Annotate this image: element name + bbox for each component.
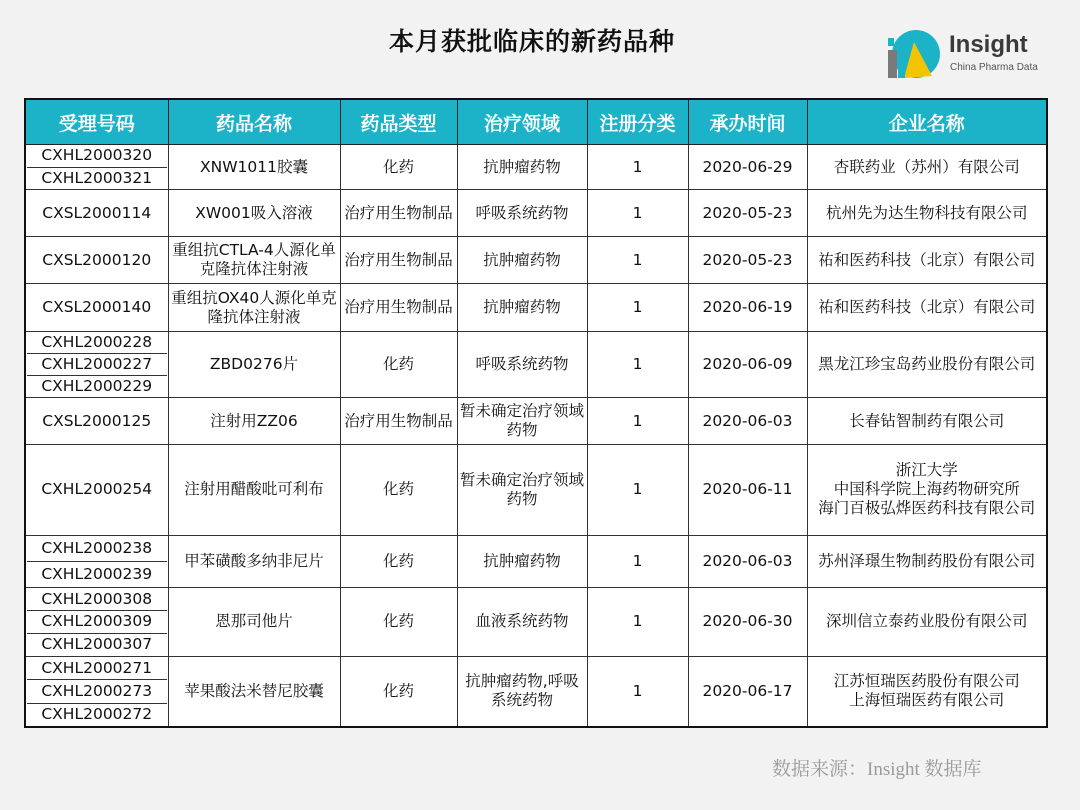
drug-name-cell: 苹果酸法米替尼胶囊	[168, 656, 340, 727]
drug-name-cell: 注射用ZZ06	[168, 398, 340, 444]
acceptance-no-cell	[25, 588, 168, 657]
acceptance-no: CXHL2000309	[27, 610, 167, 633]
drug-type-cell: 化药	[340, 535, 457, 587]
drug-type-cell: 化药	[340, 656, 457, 727]
acceptance-no: CXHL2000320	[41, 146, 153, 165]
acceptance-no: CXHL2000228	[41, 332, 153, 351]
acceptance-no: CXHL2000272	[27, 703, 167, 726]
data-source-note: 数据来源：Insight 数据库	[772, 759, 982, 780]
column-header-drug-name: 药品名称	[168, 99, 340, 145]
company-name: 杏联药业（苏州）有限公司	[833, 157, 1020, 176]
drug-name-cell: 甲苯磺酸多纳非尼片	[168, 535, 340, 587]
acceptance-no-cell	[25, 284, 168, 331]
acceptance-no-cell	[25, 535, 168, 587]
therapeutic-area-cell: 暂未确定治疗领域药物	[457, 444, 587, 535]
acceptance-no-cell	[25, 444, 168, 535]
drug-approval-table	[24, 98, 1048, 728]
drug-type-cell: 治疗用生物制品	[340, 236, 457, 283]
acceptance-no: CXHL2000271	[41, 658, 153, 677]
registration-class-cell: 1	[587, 284, 688, 331]
acceptance-no: CXHL2000254	[41, 480, 153, 499]
company-name: 长春钻智制药有限公司	[849, 411, 1005, 430]
acceptance-no: CXHL2000238	[41, 538, 153, 557]
handling-date-cell: 2020-06-03	[688, 398, 807, 444]
acceptance-no-cell	[25, 398, 168, 444]
drug-name-cell: XW001吸入溶液	[168, 190, 340, 236]
table-row	[25, 588, 1047, 657]
table-row	[25, 656, 1047, 727]
handling-date-cell: 2020-06-11	[688, 444, 807, 535]
company-name: 江苏恒瑞医药股份有限公司	[833, 672, 1020, 691]
table-row	[25, 331, 1047, 398]
table-row	[25, 398, 1047, 444]
company-name: 浙江大学	[895, 461, 958, 480]
therapeutic-area-cell: 抗肿瘤药物	[457, 535, 587, 587]
column-header-handling-date: 承办时间	[688, 99, 807, 145]
company-cell	[807, 535, 1047, 587]
company-name: 苏州泽璟生物制药股份有限公司	[818, 551, 1036, 570]
company-name: 上海恒瑞医药有限公司	[849, 691, 1005, 710]
table-row	[25, 190, 1047, 236]
therapeutic-area-cell: 暂未确定治疗领域药物	[457, 398, 587, 444]
therapeutic-area-cell: 抗肿瘤药物	[457, 284, 587, 331]
drug-type-cell: 化药	[340, 331, 457, 398]
column-header-drug-type: 药品类型	[340, 99, 457, 145]
table-row	[25, 444, 1047, 535]
company-cell	[807, 145, 1047, 190]
handling-date-cell: 2020-06-09	[688, 331, 807, 398]
table-header-row	[25, 99, 1047, 145]
logo-name: Insight	[949, 31, 1028, 58]
therapeutic-area-cell: 血液系统药物	[457, 588, 587, 657]
acceptance-no: CXHL2000308	[41, 589, 153, 608]
acceptance-no: CXHL2000229	[27, 375, 167, 397]
page-title: 本月获批临床的新药品种	[388, 27, 675, 56]
handling-date-cell: 2020-05-23	[688, 236, 807, 283]
acceptance-no: CXSL2000120	[42, 250, 152, 269]
column-header-acceptance-no: 受理号码	[25, 99, 168, 145]
acceptance-no-cell	[25, 190, 168, 236]
therapeutic-area-cell: 呼吸系统药物	[457, 331, 587, 398]
registration-class-cell: 1	[587, 190, 688, 236]
handling-date-cell: 2020-06-29	[688, 145, 807, 190]
insight-logo	[882, 24, 1052, 84]
acceptance-no: CXHL2000227	[27, 353, 167, 375]
registration-class-cell: 1	[587, 444, 688, 535]
drug-type-cell: 化药	[340, 588, 457, 657]
company-cell	[807, 588, 1047, 657]
drug-type-cell: 治疗用生物制品	[340, 284, 457, 331]
drug-type-cell: 化药	[340, 145, 457, 190]
registration-class-cell: 1	[587, 331, 688, 398]
company-cell	[807, 236, 1047, 283]
company-cell	[807, 656, 1047, 727]
acceptance-no: CXSL2000140	[42, 298, 152, 317]
therapeutic-area-cell: 抗肿瘤药物	[457, 145, 587, 190]
company-cell	[807, 444, 1047, 535]
table-row	[25, 535, 1047, 587]
acceptance-no-cell	[25, 331, 168, 398]
company-name: 海门百极弘烨医药科技有限公司	[818, 499, 1036, 518]
logo-subtitle: China Pharma Data	[950, 62, 1038, 73]
drug-name-cell: XNW1011胶囊	[168, 145, 340, 190]
acceptance-no-cell	[25, 656, 168, 727]
registration-class-cell: 1	[587, 145, 688, 190]
company-cell	[807, 284, 1047, 331]
column-header-company: 企业名称	[807, 99, 1047, 145]
therapeutic-area-cell: 抗肿瘤药物,呼吸系统药物	[457, 656, 587, 727]
table-row	[25, 145, 1047, 190]
company-name: 深圳信立泰药业股份有限公司	[825, 612, 1028, 631]
drug-name-cell: 恩那司他片	[168, 588, 340, 657]
company-cell	[807, 190, 1047, 236]
acceptance-no: CXSL2000125	[42, 411, 152, 430]
handling-date-cell: 2020-06-30	[688, 588, 807, 657]
company-name: 祐和医药科技（北京）有限公司	[818, 298, 1036, 317]
handling-date-cell: 2020-05-23	[688, 190, 807, 236]
drug-name-cell: 重组抗OX40人源化单克隆抗体注射液	[168, 284, 340, 331]
drug-type-cell: 治疗用生物制品	[340, 190, 457, 236]
drug-name-cell: 注射用醋酸吡可利布	[168, 444, 340, 535]
company-name: 杭州先为达生物科技有限公司	[825, 203, 1028, 222]
table-row	[25, 284, 1047, 331]
handling-date-cell: 2020-06-17	[688, 656, 807, 727]
registration-class-cell: 1	[587, 588, 688, 657]
registration-class-cell: 1	[587, 398, 688, 444]
drug-type-cell: 化药	[340, 444, 457, 535]
column-header-registration-class: 注册分类	[587, 99, 688, 145]
table-row	[25, 236, 1047, 283]
acceptance-no: CXHL2000321	[27, 167, 167, 190]
company-cell	[807, 398, 1047, 444]
acceptance-no: CXHL2000239	[27, 561, 167, 587]
acceptance-no: CXHL2000273	[27, 679, 167, 702]
insight-logo-mark-icon	[882, 24, 944, 84]
acceptance-no: CXHL2000307	[27, 633, 167, 656]
therapeutic-area-cell: 抗肿瘤药物	[457, 236, 587, 283]
acceptance-no: CXSL2000114	[42, 203, 152, 222]
company-cell	[807, 331, 1047, 398]
drug-name-cell: ZBD0276片	[168, 331, 340, 398]
therapeutic-area-cell: 呼吸系统药物	[457, 190, 587, 236]
acceptance-no-cell	[25, 145, 168, 190]
drug-name-cell: 重组抗CTLA-4人源化单克隆抗体注射液	[168, 236, 340, 283]
company-name: 祐和医药科技（北京）有限公司	[818, 250, 1036, 269]
acceptance-no-cell	[25, 236, 168, 283]
registration-class-cell: 1	[587, 236, 688, 283]
handling-date-cell: 2020-06-03	[688, 535, 807, 587]
company-name: 中国科学院上海药物研究所	[833, 480, 1020, 499]
registration-class-cell: 1	[587, 656, 688, 727]
registration-class-cell: 1	[587, 535, 688, 587]
column-header-therapeutic-area: 治疗领域	[457, 99, 587, 145]
handling-date-cell: 2020-06-19	[688, 284, 807, 331]
drug-type-cell: 治疗用生物制品	[340, 398, 457, 444]
company-name: 黑龙江珍宝岛药业股份有限公司	[818, 355, 1036, 374]
